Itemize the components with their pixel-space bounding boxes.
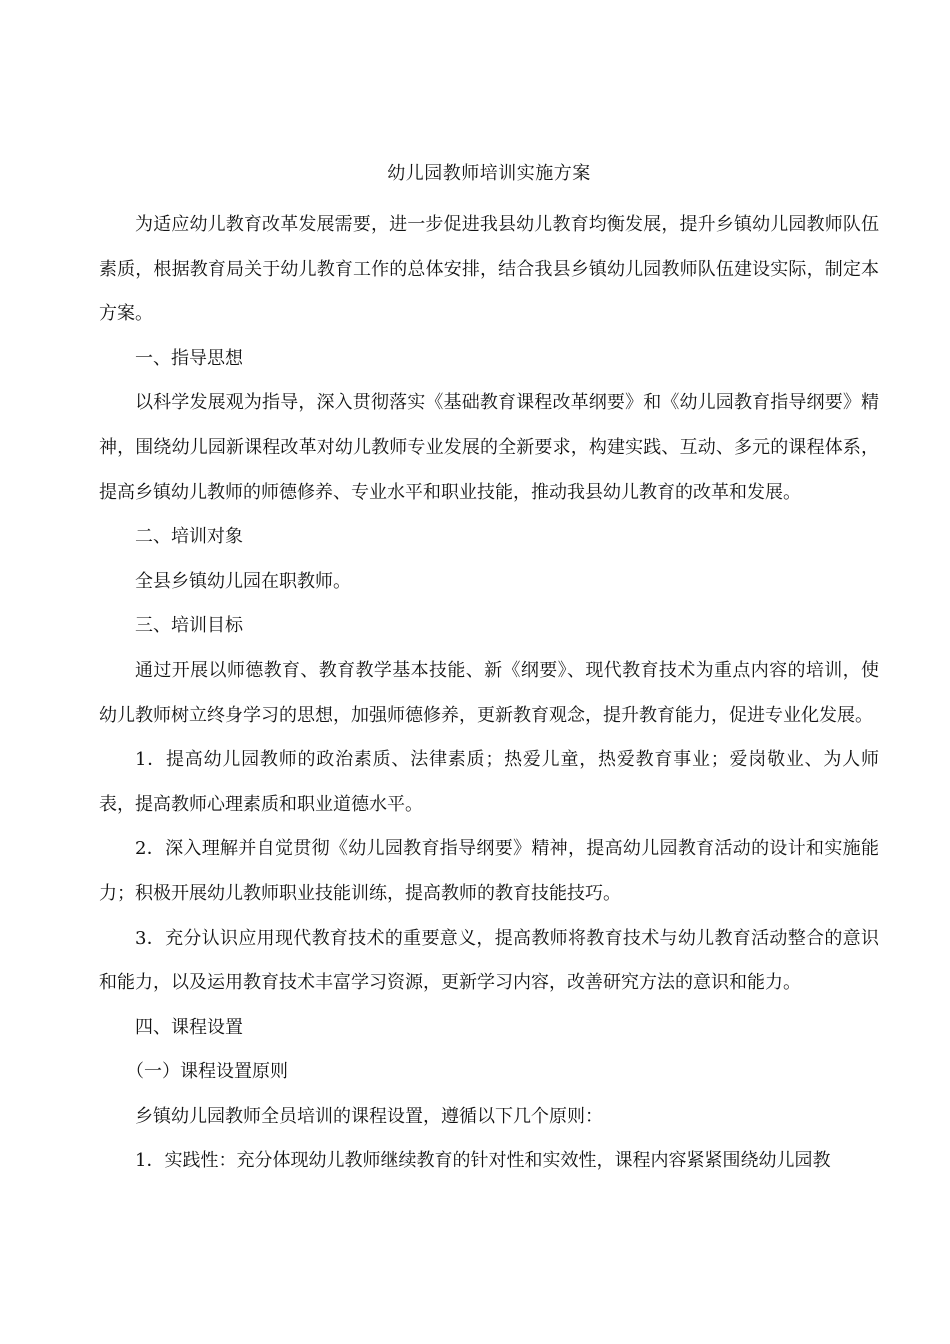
goal-item-2: 2．深入理解并自觉贯彻《幼儿园教育指导纲要》精神，提高幼儿园教育活动的设计和实施能力；积极开展幼儿教师职业技能训练，提高教师的教育技能技巧。 [99, 838, 879, 904]
goal-item-3: 3．充分认识应用现代教育技术的重要意义，提高教师将教育技术与幼儿教育活动整合的意识和能力，以及运用教育技术丰富学习资源，更新学习内容，改善研究方法的意识和能力。 [99, 927, 879, 994]
section-paragraph-guiding-ideology: 以科学发展观为指导，深入贯彻落实《基础教育课程改革纲要》和《幼儿园教育指导纲要》精神，围绕幼儿园新课程改革对幼儿教师专业发展的全新要求，构建实践、互动、多元的课程体系，提高乡镇幼儿教师的师德修养、专业水平和职业技能，推动我县幼儿教育的改革和发展。 [99, 392, 879, 503]
subsection-paragraph-curriculum-principles: 乡镇幼儿园教师全员培训的课程设置，遵循以下几个原则： [135, 1105, 603, 1127]
document-title: 幼儿园教师培训实施方案 [387, 163, 591, 184]
goal-item-1: 1．提高幼儿园教师的政治素质、法律素质；热爱儿童，热爱教育事业；爱岗敬业、为人师表，提高教师心理素质和职业道德水平。 [99, 749, 879, 815]
section-heading-training-goals: 三、培训目标 [135, 615, 243, 637]
principle-item-1: 1．实践性：充分体现幼儿教师继续教育的针对性和实效性，课程内容紧紧围绕幼儿园教 [135, 1150, 831, 1172]
section-heading-curriculum: 四、课程设置 [135, 1016, 243, 1038]
subsection-heading-curriculum-principles: （一）课程设置原则 [126, 1061, 288, 1083]
section-paragraph-training-target: 全县乡镇幼儿园在职教师。 [135, 570, 351, 592]
section-paragraph-training-goals: 通过开展以师德教育、教育教学基本技能、新《纲要》、现代教育技术为重点内容的培训，使幼儿教师树立终身学习的思想，加强师德修养，更新教育观念，提升教育能力，促进专业化发展。 [99, 659, 879, 726]
intro-paragraph: 为适应幼儿教育改革发展需要，进一步促进我县幼儿教育均衡发展，提升乡镇幼儿园教师队伍素质，根据教育局关于幼儿教育工作的总体安排，结合我县乡镇幼儿园教师队伍建设实际，制定本方案。 [99, 214, 879, 325]
document-body [99, 156, 879, 1184]
section-heading-training-target: 二、培训对象 [135, 526, 243, 548]
section-heading-guiding-ideology: 一、指导思想 [135, 347, 243, 369]
